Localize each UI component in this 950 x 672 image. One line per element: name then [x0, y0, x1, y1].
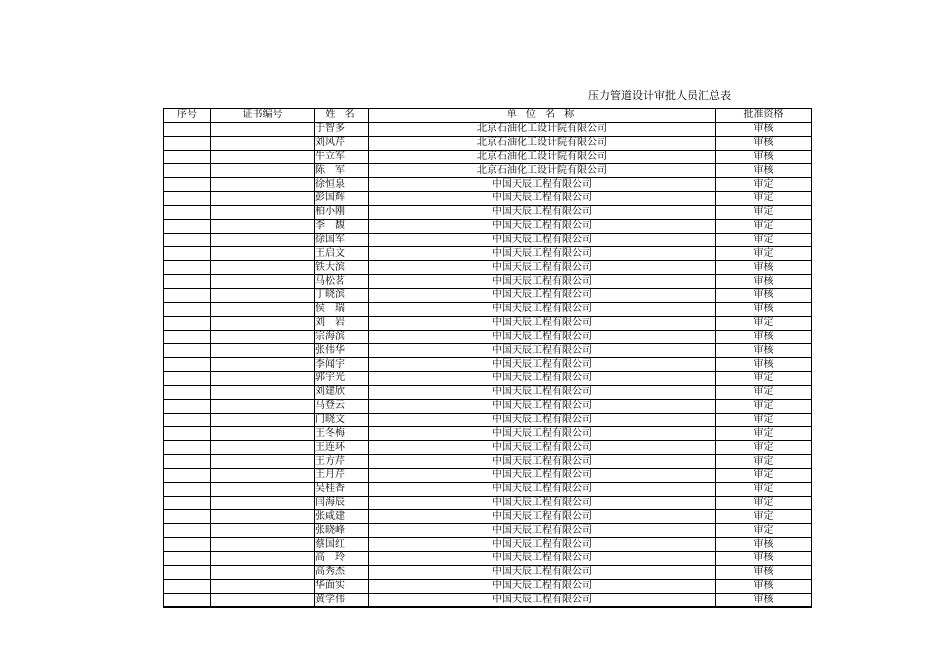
cell-unit-name: 中国天辰工程有限公司 [369, 593, 716, 607]
cell-serial-number [164, 496, 211, 510]
cell-serial-number [164, 524, 211, 538]
table-row [164, 413, 812, 427]
cell-name: 郭宇光 [315, 372, 369, 386]
cell-serial-number [164, 552, 211, 566]
cell-serial-number [164, 344, 211, 358]
cell-serial-number [164, 247, 211, 261]
cell-serial-number [164, 358, 211, 372]
cell-unit-name: 中国天辰工程有限公司 [369, 288, 716, 302]
cell-unit-name: 北京石油化工设计院有限公司 [369, 150, 716, 164]
table-body [164, 122, 812, 607]
cell-name: 华面实 [315, 579, 369, 593]
cell-name: 王方芹 [315, 455, 369, 469]
cell-name: 刘风芹 [315, 136, 369, 150]
cell-unit-name: 中国天辰工程有限公司 [369, 538, 716, 552]
cell-certificate-number [211, 316, 315, 330]
cell-name: 王冬梅 [315, 427, 369, 441]
cell-qualification: 审定 [716, 399, 812, 413]
table-row [164, 275, 812, 289]
cell-qualification: 审定 [716, 247, 812, 261]
cell-qualification: 审核 [716, 261, 812, 275]
cell-unit-name: 中国天辰工程有限公司 [369, 330, 716, 344]
cell-serial-number [164, 579, 211, 593]
cell-certificate-number [211, 233, 315, 247]
cell-qualification: 审核 [716, 593, 812, 607]
cell-unit-name: 中国天辰工程有限公司 [369, 247, 716, 261]
header-name: 姓 名 [315, 109, 369, 123]
cell-serial-number [164, 178, 211, 192]
cell-certificate-number [211, 344, 315, 358]
cell-name: 高秀杰 [315, 565, 369, 579]
cell-certificate-number [211, 192, 315, 206]
cell-certificate-number [211, 468, 315, 482]
cell-qualification: 审定 [716, 496, 812, 510]
cell-qualification: 审定 [716, 510, 812, 524]
cell-certificate-number [211, 178, 315, 192]
cell-unit-name: 中国天辰工程有限公司 [369, 219, 716, 233]
cell-unit-name: 中国天辰工程有限公司 [369, 372, 716, 386]
table-row [164, 441, 812, 455]
cell-unit-name: 中国天辰工程有限公司 [369, 455, 716, 469]
cell-qualification: 审核 [716, 579, 812, 593]
cell-name: 张伟华 [315, 344, 369, 358]
table-row [164, 288, 812, 302]
table-row [164, 233, 812, 247]
cell-qualification: 审核 [716, 330, 812, 344]
table-row [164, 192, 812, 206]
cell-unit-name: 北京石油化工设计院有限公司 [369, 122, 716, 136]
cell-name: 张晓峰 [315, 524, 369, 538]
cell-certificate-number [211, 455, 315, 469]
cell-certificate-number [211, 496, 315, 510]
cell-certificate-number [211, 136, 315, 150]
cell-name: 柏小刚 [315, 205, 369, 219]
table-row [164, 538, 812, 552]
cell-certificate-number [211, 510, 315, 524]
cell-name: 门晓文 [315, 413, 369, 427]
cell-name: 丁晓滨 [315, 288, 369, 302]
cell-unit-name: 中国天辰工程有限公司 [369, 302, 716, 316]
cell-serial-number [164, 565, 211, 579]
cell-certificate-number [211, 593, 315, 607]
cell-name: 铁大滨 [315, 261, 369, 275]
table-row [164, 482, 812, 496]
cell-name: 王启文 [315, 247, 369, 261]
cell-serial-number [164, 538, 211, 552]
cell-certificate-number [211, 441, 315, 455]
cell-certificate-number [211, 358, 315, 372]
cell-name: 刘 岩 [315, 316, 369, 330]
cell-qualification: 审定 [716, 455, 812, 469]
cell-qualification: 审定 [716, 178, 812, 192]
table-row [164, 150, 812, 164]
cell-qualification: 审核 [716, 538, 812, 552]
cell-unit-name: 中国天辰工程有限公司 [369, 441, 716, 455]
cell-serial-number [164, 510, 211, 524]
cell-unit-name: 中国天辰工程有限公司 [369, 565, 716, 579]
cell-name: 张咸建 [315, 510, 369, 524]
table-row [164, 399, 812, 413]
cell-name: 闫海辰 [315, 496, 369, 510]
cell-unit-name: 中国天辰工程有限公司 [369, 510, 716, 524]
cell-serial-number [164, 482, 211, 496]
cell-unit-name: 中国天辰工程有限公司 [369, 178, 716, 192]
cell-qualification: 审核 [716, 150, 812, 164]
cell-serial-number [164, 399, 211, 413]
header-unit-name: 单 位 名 称 [369, 109, 716, 123]
cell-qualification: 审定 [716, 219, 812, 233]
cell-certificate-number [211, 164, 315, 178]
cell-name: 彭国辉 [315, 192, 369, 206]
cell-unit-name: 中国天辰工程有限公司 [369, 468, 716, 482]
cell-serial-number [164, 288, 211, 302]
cell-unit-name: 北京石油化工设计院有限公司 [369, 136, 716, 150]
cell-certificate-number [211, 288, 315, 302]
cell-serial-number [164, 385, 211, 399]
table-row [164, 164, 812, 178]
cell-qualification: 审定 [716, 233, 812, 247]
cell-qualification: 审核 [716, 164, 812, 178]
cell-certificate-number [211, 413, 315, 427]
table-row [164, 510, 812, 524]
cell-qualification: 审核 [716, 565, 812, 579]
cell-certificate-number [211, 482, 315, 496]
cell-certificate-number [211, 261, 315, 275]
cell-unit-name: 中国天辰工程有限公司 [369, 413, 716, 427]
cell-qualification: 审定 [716, 524, 812, 538]
cell-serial-number [164, 219, 211, 233]
cell-qualification: 审定 [716, 316, 812, 330]
header-serial-number: 序号 [164, 109, 211, 123]
header-qualification: 批准资格 [716, 109, 812, 123]
cell-name: 徐国军 [315, 233, 369, 247]
cell-unit-name: 中国天辰工程有限公司 [369, 427, 716, 441]
cell-name: 高 玲 [315, 552, 369, 566]
cell-serial-number [164, 330, 211, 344]
cell-certificate-number [211, 427, 315, 441]
cell-serial-number [164, 150, 211, 164]
table-row [164, 455, 812, 469]
table-row [164, 496, 812, 510]
cell-certificate-number [211, 247, 315, 261]
cell-qualification: 审定 [716, 372, 812, 386]
table-row [164, 552, 812, 566]
cell-unit-name: 中国天辰工程有限公司 [369, 192, 716, 206]
table-row [164, 593, 812, 607]
cell-serial-number [164, 275, 211, 289]
cell-unit-name: 中国天辰工程有限公司 [369, 552, 716, 566]
cell-serial-number [164, 455, 211, 469]
cell-name: 李闻宇 [315, 358, 369, 372]
cell-name: 王月芹 [315, 468, 369, 482]
cell-serial-number [164, 468, 211, 482]
cell-qualification: 审定 [716, 482, 812, 496]
cell-qualification: 审定 [716, 413, 812, 427]
cell-unit-name: 中国天辰工程有限公司 [369, 205, 716, 219]
cell-name: 黄学伟 [315, 593, 369, 607]
cell-certificate-number [211, 219, 315, 233]
cell-qualification: 审核 [716, 275, 812, 289]
cell-unit-name: 中国天辰工程有限公司 [369, 275, 716, 289]
cell-name: 宗海滨 [315, 330, 369, 344]
cell-unit-name: 中国天辰工程有限公司 [369, 385, 716, 399]
cell-certificate-number [211, 538, 315, 552]
table-row [164, 372, 812, 386]
table-row [164, 178, 812, 192]
cell-unit-name: 中国天辰工程有限公司 [369, 524, 716, 538]
table-row [164, 385, 812, 399]
cell-unit-name: 中国天辰工程有限公司 [369, 496, 716, 510]
cell-qualification: 审核 [716, 344, 812, 358]
cell-name: 徐恒泉 [315, 178, 369, 192]
table-row [164, 205, 812, 219]
cell-serial-number [164, 233, 211, 247]
table-row [164, 261, 812, 275]
table-row [164, 579, 812, 593]
cell-certificate-number [211, 552, 315, 566]
cell-serial-number [164, 413, 211, 427]
table-row [164, 136, 812, 150]
cell-certificate-number [211, 399, 315, 413]
cell-name: 王连环 [315, 441, 369, 455]
cell-qualification: 审定 [716, 427, 812, 441]
cell-name: 陈 军 [315, 164, 369, 178]
cell-serial-number [164, 192, 211, 206]
cell-serial-number [164, 164, 211, 178]
cell-serial-number [164, 441, 211, 455]
cell-certificate-number [211, 524, 315, 538]
cell-unit-name: 中国天辰工程有限公司 [369, 482, 716, 496]
cell-qualification: 审核 [716, 552, 812, 566]
cell-qualification: 审核 [716, 302, 812, 316]
table-row [164, 344, 812, 358]
cell-unit-name: 北京石油化工设计院有限公司 [369, 164, 716, 178]
cell-certificate-number [211, 205, 315, 219]
cell-unit-name: 中国天辰工程有限公司 [369, 358, 716, 372]
cell-certificate-number [211, 275, 315, 289]
cell-name: 侯 瑞 [315, 302, 369, 316]
cell-serial-number [164, 205, 211, 219]
cell-certificate-number [211, 150, 315, 164]
table-row [164, 247, 812, 261]
cell-serial-number [164, 427, 211, 441]
cell-serial-number [164, 316, 211, 330]
table-row [164, 219, 812, 233]
cell-qualification: 审定 [716, 192, 812, 206]
cell-qualification: 审定 [716, 205, 812, 219]
cell-qualification: 审定 [716, 441, 812, 455]
table-row [164, 524, 812, 538]
cell-name: 李 馥 [315, 219, 369, 233]
cell-certificate-number [211, 122, 315, 136]
cell-certificate-number [211, 372, 315, 386]
cell-name: 马登云 [315, 399, 369, 413]
cell-serial-number [164, 302, 211, 316]
cell-serial-number [164, 136, 211, 150]
cell-serial-number [164, 372, 211, 386]
document-title: 压力管道设计审批人员汇总表 [588, 89, 731, 102]
table-row [164, 565, 812, 579]
cell-qualification: 审核 [716, 288, 812, 302]
cell-unit-name: 中国天辰工程有限公司 [369, 316, 716, 330]
cell-certificate-number [211, 330, 315, 344]
cell-qualification: 审定 [716, 385, 812, 399]
cell-name: 蔡国红 [315, 538, 369, 552]
cell-name: 吴桂香 [315, 482, 369, 496]
header-certificate-number: 证书编号 [211, 109, 315, 123]
cell-name: 牛立军 [315, 150, 369, 164]
cell-unit-name: 中国天辰工程有限公司 [369, 344, 716, 358]
cell-unit-name: 中国天辰工程有限公司 [369, 579, 716, 593]
table-row [164, 122, 812, 136]
cell-certificate-number [211, 385, 315, 399]
cell-unit-name: 中国天辰工程有限公司 [369, 399, 716, 413]
personnel-table [163, 108, 812, 608]
table-row [164, 330, 812, 344]
table-row [164, 302, 812, 316]
cell-serial-number [164, 593, 211, 607]
cell-certificate-number [211, 565, 315, 579]
table-header-row [164, 109, 812, 123]
cell-qualification: 审核 [716, 122, 812, 136]
cell-qualification: 审定 [716, 468, 812, 482]
cell-name: 于智多 [315, 122, 369, 136]
cell-serial-number [164, 122, 211, 136]
table-row [164, 468, 812, 482]
cell-certificate-number [211, 302, 315, 316]
cell-unit-name: 中国天辰工程有限公司 [369, 261, 716, 275]
table-row [164, 358, 812, 372]
cell-name: 刘建欣 [315, 385, 369, 399]
cell-unit-name: 中国天辰工程有限公司 [369, 233, 716, 247]
cell-certificate-number [211, 579, 315, 593]
cell-qualification: 审核 [716, 358, 812, 372]
cell-qualification: 审核 [716, 136, 812, 150]
cell-serial-number [164, 261, 211, 275]
table-row [164, 316, 812, 330]
cell-name: 马松茗 [315, 275, 369, 289]
table-row [164, 427, 812, 441]
